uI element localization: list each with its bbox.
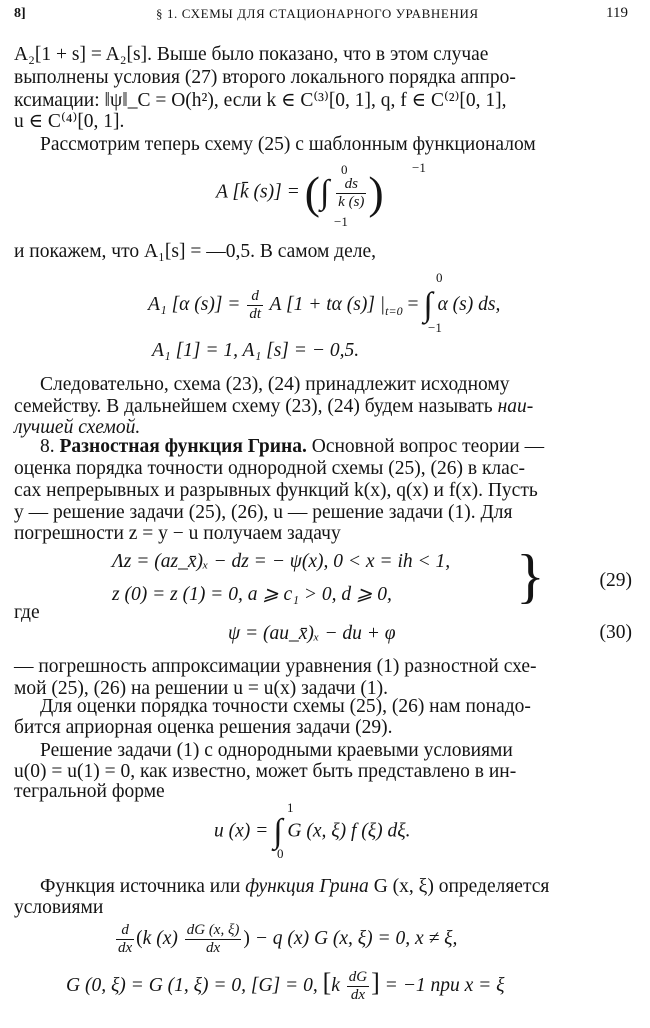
para6-line1: — погрешность аппроксимации уравнения (1) разностной схе- [14, 656, 537, 677]
para9-italic: функция Грина [245, 876, 369, 897]
eq-green2-rest: = −1 при x = ξ [384, 975, 505, 996]
eq-deriv-eqsign: = [407, 293, 419, 315]
para5-line1-rest: Основной вопрос теории — [311, 436, 545, 457]
para9-line2: условиями [14, 897, 104, 918]
para6-line2: мой (25), (26) на решении u = u(x) задачи (1). [14, 678, 388, 699]
para9-line1 [14, 876, 632, 898]
para5-line4: y — решение задачи (25), (26), u — решение задачи (1). Для [14, 502, 513, 523]
eq-functional-upper-limit: 0 [341, 162, 348, 177]
para4-line2 [14, 396, 632, 418]
para1-line3: ксимации: ‖ψ‖_C = O(h²), если k ∈ C⁽³⁾[0, 1], q, f ∈ C⁽²⁾[0, 1], [14, 90, 507, 111]
para4-line2-text: семейству. В дальнейшем схему (23), (24) будем называть [14, 396, 493, 417]
eq-deriv-lhs: A₁ [α (s)] = [148, 293, 241, 315]
para9-text-c: G (x, ξ) определяется [373, 876, 550, 897]
eq29-label: (29) [599, 570, 632, 591]
eq-green2-frac: $\frac{dG}{dx}$ [348, 969, 368, 1004]
eq-green2-k: k [331, 975, 340, 996]
eq-green1-frac: $\frac{dG (x, \xi)}{dx}$ [186, 922, 240, 956]
para1-line4: u ∈ C⁽⁴⁾[0, 1]. [14, 111, 125, 132]
para2: Рассмотрим теперь схему (25) с шаблонным функционалом [40, 134, 536, 155]
para1-line1: A₂[1 + s] = A₂[s]. Выше было показано, что в этом случае [14, 44, 489, 65]
eq-integral-upper-limit: 1 [287, 800, 294, 815]
section-number: 8] [14, 6, 26, 21]
page-number: 119 [606, 5, 628, 21]
eq-values: A₁ [1] = 1, A₁ [s] = − 0,5. [152, 340, 360, 361]
eq29-brace: } [516, 543, 545, 609]
para5-line2: оценка порядка точности однородной схемы (25), (26) в клас- [14, 458, 525, 479]
para5-number: 8. [40, 436, 55, 457]
para4-line1: Следовательно, схема (23), (24) принадлежит исходному [40, 374, 510, 395]
para5-line3: сах непрерывных и разрывных функций k(x), q(x) и f(x). Пусть [14, 480, 538, 501]
eq-functional-lhs: A [k̄ (s)] = [216, 181, 300, 203]
eq-functional-frac: $\frac{ds}{k (s)}$ [338, 175, 365, 210]
eq-integral-lower-limit: 0 [277, 846, 284, 861]
eq-green2: G (0, ξ) = G (1, ξ) = 0, [G] = 0, [k $\frac{dG}{dx}$ ] = −1 при x = ξ [66, 968, 505, 1004]
para4-line2-italic: наи- [497, 396, 534, 417]
eq-functional: A [k̄ (s)] = (∫ $\frac{ds}{k (s)}$ ) [216, 167, 384, 218]
eq-deriv-lower-limit: −1 [428, 320, 442, 335]
para5-title: Разностная функция Грина. [59, 436, 307, 457]
eq-green2-a: G (0, ξ) = G (1, ξ) = 0, [G] = 0, [66, 975, 318, 996]
para8-line1: Решение задачи (1) с однородными краевыми условиями [40, 740, 513, 761]
eq-deriv-upper-limit: 0 [436, 270, 443, 285]
para9-text-a: Функция источника или [40, 876, 241, 897]
eq-green1-rest: − q (x) G (x, ξ) = 0, x ≠ ξ, [254, 927, 458, 949]
running-title: § 1. СХЕМЫ ДЛЯ СТАЦИОНАРНОГО УРАВНЕНИЯ [156, 6, 479, 21]
eq30: ψ = (au_x̄)ₓ − du + φ [228, 623, 396, 644]
para8-line2: u(0) = u(1) = 0, как известно, может быть представлено в ин- [14, 761, 517, 782]
eq-deriv-sub: t=0 [385, 303, 403, 318]
where-word: где [14, 602, 40, 623]
para1-line2: выполнены условия (27) второго локального порядка аппро- [14, 67, 516, 88]
eq-green1-ddx: $\frac{d}{dx}$ [118, 922, 133, 956]
eq-integral-rhs: G (x, ξ) f (ξ) dξ. [287, 820, 411, 842]
eq29-line2: z (0) = z (1) = 0, a ⩾ c₁ > 0, d ⩾ 0, [112, 584, 392, 605]
eq-functional-lower-limit: −1 [334, 214, 348, 229]
eq-green1-k: k (x) [142, 927, 178, 949]
para3: и покажем, что A₁[s] = —0,5. В самом деле, [14, 241, 377, 262]
para5-line1 [14, 436, 632, 458]
eq-functional-exponent: −1 [412, 160, 426, 175]
eq-integral: u (x) = ∫ G (x, ξ) f (ξ) dξ. [214, 813, 411, 850]
eq30-label: (30) [599, 622, 632, 643]
para7-line2: бится априорная оценка решения задачи (29). [14, 717, 393, 738]
eq-deriv-rhs: α (s) ds, [437, 293, 501, 315]
para8-line3: тегральной форме [14, 781, 165, 802]
eq-derivative: A₁ [α (s)] = $\frac{d}{dt}$ A [1 + tα (s)] $|_{t=0}$ = ∫ α (s) ds, [148, 286, 501, 324]
running-header [14, 4, 628, 26]
eq-integral-lhs: u (x) = [214, 820, 269, 842]
eq-deriv-frac: $\frac{d}{dt}$ [249, 288, 262, 322]
para5-line5: погрешности z = y − u получаем задачу [14, 523, 341, 544]
para4-line3: лучшей схемой. [14, 417, 141, 438]
eq-green1: $\frac{d}{dx}$ (k (x) $\frac{dG (x, \xi)}{dx}$ ) − q (x) G (x, ξ) = 0, x ≠ ξ, [118, 922, 458, 956]
eq29-line1: Λz = (az_x̄)ₓ − dz = − ψ(x), 0 < x = ih < 1, [112, 551, 451, 572]
eq-deriv-mid: A [1 + tα (s)] | [269, 293, 386, 315]
para7-line1: Для оценки порядка точности схемы (25), (26) нам понадо- [40, 696, 531, 717]
